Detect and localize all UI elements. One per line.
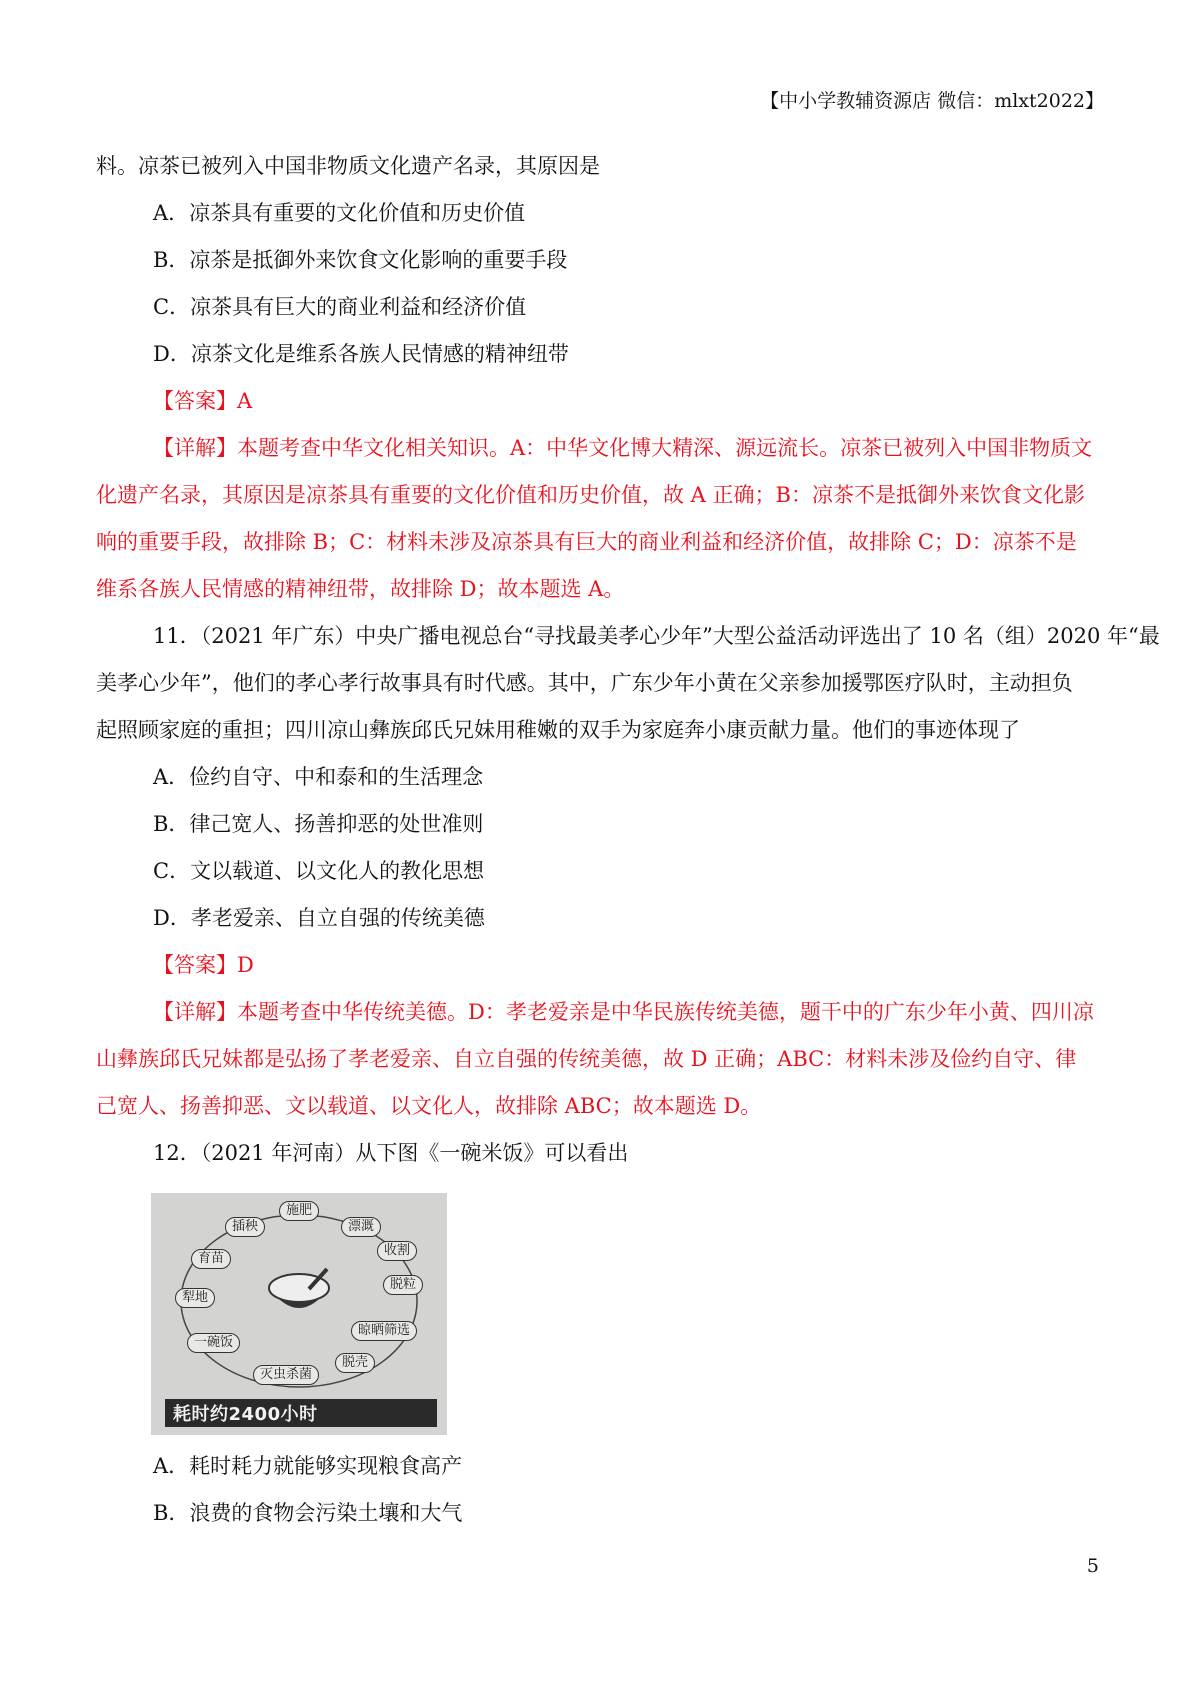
question-11: 11．（2021 年广东）中央广播电视总台“寻找最美孝心少年”大型公益活动评选出了 10 名（组）2020 年“最 bbox=[153, 624, 1160, 648]
question-text: 料。凉茶已被列入中国非物质文化遗产名录，其原因是 bbox=[96, 154, 600, 178]
explanation-text: 己宽人、扬善抑恶、文以载道、以文化人，故排除 ABC；故本题选 D。 bbox=[96, 1094, 762, 1118]
explanation-text: 响的重要手段，故排除 B；C：材料未涉及凉茶具有巨大的商业利益和经济价值，故排除 C；D：凉茶不是 bbox=[96, 530, 1077, 554]
stage-label: 收割 bbox=[377, 1241, 417, 1261]
stage-label: 犁地 bbox=[175, 1288, 215, 1308]
explanation-text: 山彝族邱氏兄妹都是弘扬了孝老爱亲、自立自强的传统美德，故 D 正确；ABC：材料未涉及俭约自守、律 bbox=[96, 1047, 1077, 1071]
stage-label: 漂溉 bbox=[341, 1217, 381, 1237]
stage-label: 育苗 bbox=[191, 1249, 231, 1269]
option-d: D．孝老爱亲、自立自强的传统美德 bbox=[153, 906, 485, 930]
answer-label: 【答案】D bbox=[153, 953, 254, 977]
stage-label: 脱粒 bbox=[383, 1275, 423, 1295]
option-b: B．浪费的食物会污染土壤和大气 bbox=[153, 1501, 463, 1525]
answer-label: 【答案】A bbox=[153, 389, 253, 413]
option-a: A．耗时耗力就能够实现粮食高产 bbox=[153, 1454, 463, 1478]
option-a: A．凉茶具有重要的文化价值和历史价值 bbox=[153, 201, 526, 225]
page-header: 【中小学教辅资源店 微信：mlxt2022】 bbox=[760, 90, 1104, 112]
option-b: B．律己宽人、扬善抑恶的处世准则 bbox=[153, 812, 484, 836]
question-text: 起照顾家庭的重担；四川凉山彝族邱氏兄妹用稚嫩的双手为家庭奔小康贡献力量。他们的事迹体现了 bbox=[96, 718, 1020, 742]
question-12: 12．（2021 年河南）从下图《一碗米饭》可以看出 bbox=[153, 1141, 629, 1165]
stage-label: 脱壳 bbox=[335, 1353, 375, 1373]
option-d: D．凉茶文化是维系各族人民情感的精神纽带 bbox=[153, 342, 569, 366]
stage-label: 插秧 bbox=[225, 1217, 265, 1237]
option-b: B．凉茶是抵御外来饮食文化影响的重要手段 bbox=[153, 248, 568, 272]
stage-label: 施肥 bbox=[279, 1201, 319, 1221]
question-text: 美孝心少年”，他们的孝心孝行故事具有时代感。其中，广东少年小黄在父亲参加援鄂医疗队时，主动担负 bbox=[96, 671, 1073, 695]
rice-bowl-figure bbox=[151, 1193, 447, 1435]
explanation-text: 化遗产名录，其原因是凉茶具有重要的文化价值和历史价值，故 A 正确；B：凉茶不是抵御外来饮食文化影 bbox=[96, 483, 1085, 507]
page-number: 5 bbox=[1086, 1555, 1099, 1577]
explanation-text: 【详解】本题考查中华文化相关知识。A：中华文化博大精深、源远流长。凉茶已被列入中国非物质文 bbox=[153, 436, 1093, 460]
explanation-text: 【详解】本题考查中华传统美德。D：孝老爱亲是中华民族传统美德，题干中的广东少年小黄、四川凉 bbox=[153, 1000, 1094, 1024]
stage-label: 一碗饭 bbox=[187, 1333, 240, 1353]
figure-caption: 耗时约2400小时 bbox=[173, 1404, 318, 1425]
explanation-text: 维系各族人民情感的精神纽带，故排除 D；故本题选 A。 bbox=[96, 577, 625, 601]
option-a: A．俭约自守、中和泰和的生活理念 bbox=[153, 765, 484, 789]
stage-label: 晾晒筛选 bbox=[351, 1321, 417, 1341]
option-c: C．凉茶具有巨大的商业利益和经济价值 bbox=[153, 295, 527, 319]
option-c: C．文以载道、以文化人的教化思想 bbox=[153, 859, 485, 883]
stage-label: 灭虫杀菌 bbox=[253, 1365, 319, 1385]
